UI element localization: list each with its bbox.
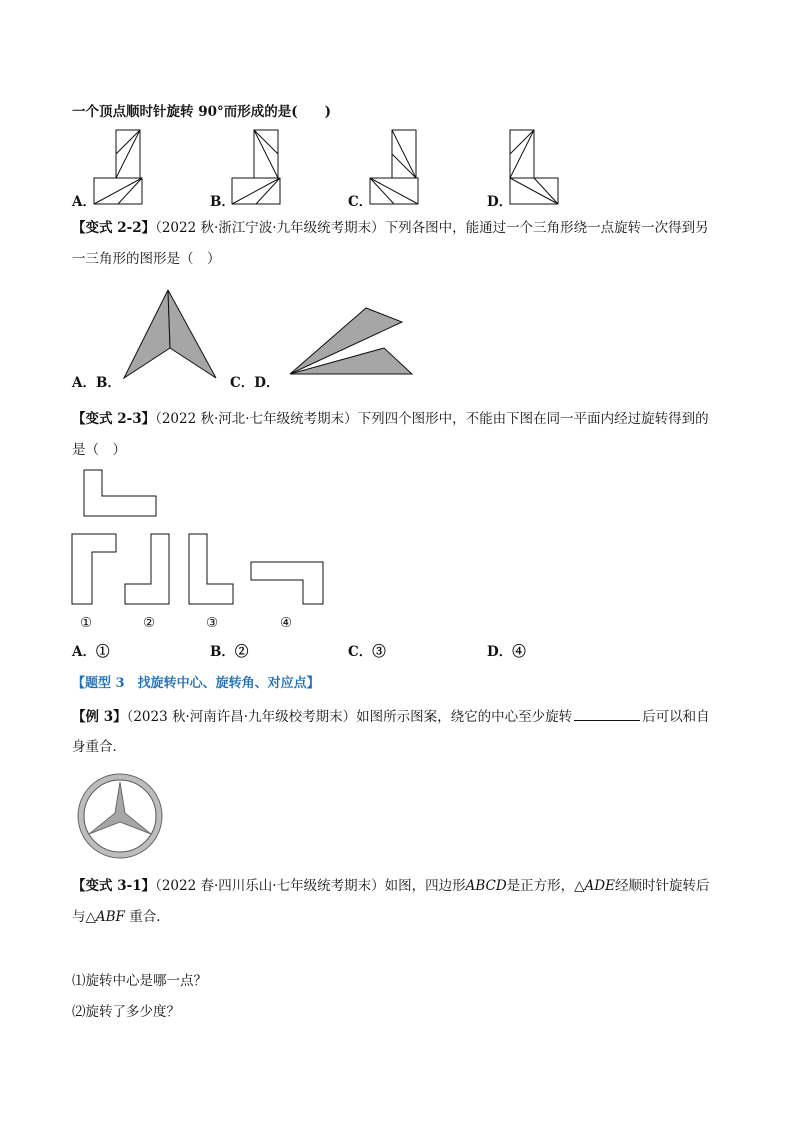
figure-l-shape-original [84, 470, 158, 518]
example-3-line2: 身重合． [72, 739, 126, 755]
shape-label-1: ① [80, 615, 93, 631]
option-label-cd: C．D． [230, 375, 280, 391]
question-text: 一个顶点顺时针旋转 90°而形成的是( ) [72, 104, 332, 120]
question-2-2-line1: 【变式 2-2】（2022 秋·浙江宁波·九年级统考期末）下列各图中，能通过一个三角形绕一点旋转一次得到另 [72, 220, 709, 236]
figure-shape-4 [251, 560, 327, 608]
question-3-1-line2: 与△ABF 重合． [72, 909, 170, 925]
shape-label-2: ② [143, 615, 156, 631]
figure-kite [124, 290, 218, 380]
shape-label-4: ④ [280, 615, 293, 631]
figure-triangles-cd [288, 306, 416, 378]
figure-shape-1 [72, 532, 120, 606]
option-label-d: D． [487, 194, 513, 210]
option-2-3-c: C．③ [348, 644, 386, 660]
sub-question-1: ⑴旋转中心是哪一点？ [72, 973, 207, 989]
option-2-3-d: D．④ [487, 644, 526, 660]
option-2-3-b: B．② [210, 644, 249, 660]
example-3-line1: 【例 3】（2023 秋·河南许昌·九年级校考期末）如图所示图案，绕它的中心至少旋转 后可以和自 [72, 706, 710, 727]
option-figure-d [510, 130, 562, 206]
answer-blank[interactable] [574, 706, 640, 721]
figure-star-emblem [76, 772, 164, 860]
shape-label-3: ③ [206, 615, 219, 631]
option-2-3-a: A．① [72, 644, 110, 660]
question-2-3-line1: 【变式 2-3】（2022 秋·河北·七年级统考期末）下列四个图形中，不能由下图在同一平面内经过旋转得到的 [72, 411, 709, 427]
section-title: 【题型 3 找旋转中心、旋转角、对应点】 [72, 676, 320, 691]
figure-shape-2 [125, 532, 173, 606]
option-label-ab: A．B． [72, 375, 121, 391]
question-2-3-line2: 是（ ） [72, 442, 126, 458]
figure-shape-3 [189, 532, 237, 606]
option-figure-c [370, 130, 422, 206]
question-2-2-line2: 一三角形的图形是（ ） [72, 251, 221, 267]
option-label-a: A． [72, 194, 96, 210]
option-label-c: C． [348, 194, 373, 210]
option-figure-a [94, 130, 146, 206]
option-label-b: B． [210, 194, 235, 210]
sub-question-2: ⑵旋转了多少度？ [72, 1004, 180, 1020]
question-3-1-line1: 【变式 3-1】（2022 春·四川乐山·七年级统考期末）如图，四边形ABCD是正方形，△ADE经顺时针旋转后 [72, 878, 710, 894]
option-figure-b [232, 130, 284, 206]
